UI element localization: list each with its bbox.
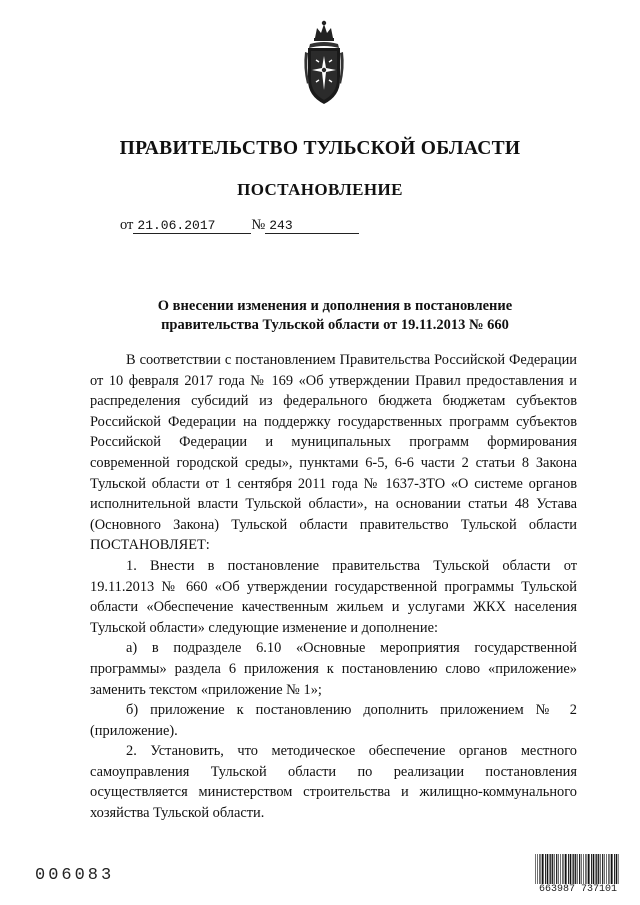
body-paragraph: б) приложение к постановлению дополнить приложением № 2 (приложение). [90, 702, 577, 739]
document-subject [90, 297, 580, 335]
subject-line: О внесении изменения и дополнения в постановление [157, 298, 513, 314]
body-paragraph: 2. Установить, что методическое обеспечение органов местного самоуправления Тульской области по реализации постановления осуществляется министерством строительства и жилищно-коммунального хозяйства Тульской области. [90, 743, 577, 822]
date-number-line [120, 217, 359, 234]
date-label: от [120, 217, 134, 233]
government-title: ПРАВИТЕЛЬСТВО ТУЛЬСКОЙ ОБЛАСТИ [119, 138, 521, 159]
coat-of-arms-icon [301, 18, 347, 110]
document-type-title: ПОСТАНОВЛЕНИЕ [237, 180, 403, 199]
document-body [90, 350, 577, 824]
barcode-icon [534, 854, 620, 884]
barcode-number: 663987 737101 [538, 884, 617, 895]
date-value: 21.06.2017 [133, 218, 251, 234]
number-value: 243 [265, 218, 359, 234]
body-paragraph: В соответствии с постановлением Правительства Российской Федерации от 10 февраля 2017 года № 169 «Об утверждении Правил предоставления и распределения субсидий из федерального бюджета бюджетам субъектов Российской Федерации на поддержку государственных программ субъектов Российской Федерации и муниципальных программ формирования современной городской среды», пунктами 6-5, 6-6 части 2 статьи 8 Закона Тульской области от 1 сентября 2011 года № 1637-ЗТО «О системе органов исполнительной власти Тульской области», на основании статьи 48 Устава (Основного Закона) Тульской области правительство Тульской области ПОСТАНОВЛЯЕТ: [90, 352, 577, 554]
serial-number: 006083 [35, 866, 115, 885]
subject-line: правительства Тульской области от 19.11.2013 № 660 [161, 317, 509, 333]
body-paragraph: а) в подразделе 6.10 «Основные мероприятия государственной программы» раздела 6 приложения к постановлению слово «приложение» заменить текстом «приложение № 1»; [90, 640, 577, 698]
number-label: № [251, 217, 266, 233]
body-paragraph: 1. Внести в постановление правительства Тульской области от 19.11.2013 № 660 «Об утверждении государственной программы Тульской области «Обеспечение качественным жильем и услугами ЖКХ населения Тульской области» следующие изменение и дополнение: [90, 557, 577, 636]
